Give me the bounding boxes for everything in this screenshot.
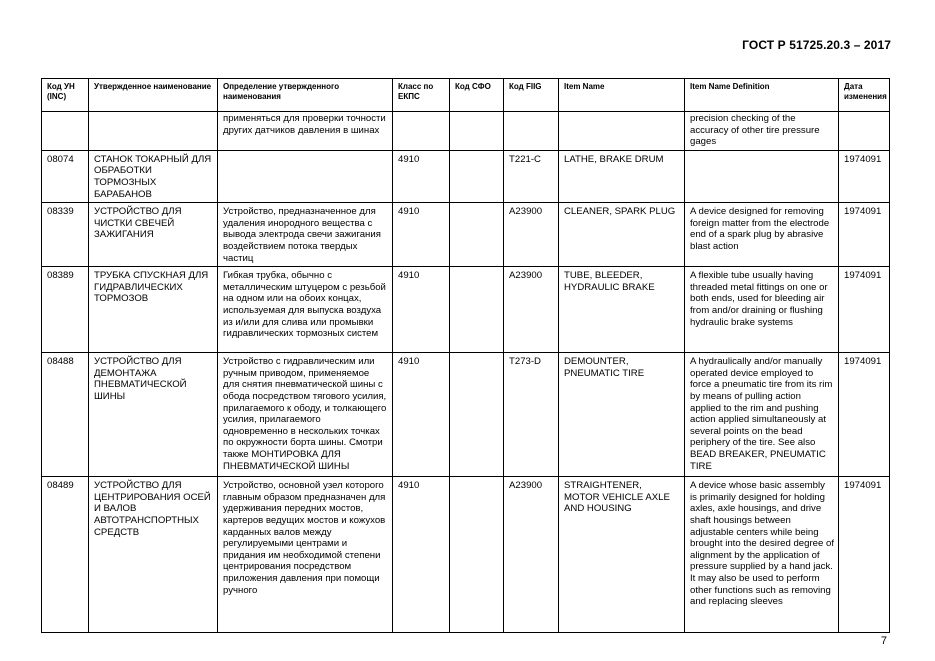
cell-fiig: T273-D [504, 353, 559, 477]
cell-item-definition: A hydraulically and/or manually operated device employed to force a pneumatic tire from its rim by means of pulling action applied to the rim and pushing action applied simultaneously at several points on the bead periphery of the tire. See also BEAD BREAKER, PNEUMATIC TIRE [685, 353, 839, 477]
cell-sfo [450, 267, 504, 353]
table-row [42, 267, 890, 353]
cell-fiig: A23900 [504, 267, 559, 353]
cell-name-ru: ТРУБКА СПУСКНАЯ ДЛЯ ГИДРАВЛИЧЕСКИХ ТОРМОЗОВ [89, 267, 218, 353]
cell-definition-ru: применяться для проверки точности других датчиков давления в шинах [218, 112, 393, 151]
cell-sfo [450, 150, 504, 202]
catalog-table [41, 78, 890, 633]
cell-date: 1974091 [839, 477, 890, 633]
page-number: 7 [880, 635, 887, 647]
cell-name-ru: УСТРОЙСТВО ДЛЯ ЦЕНТРИРОВАНИЯ ОСЕЙ И ВАЛОВ АВТОТРАНСПОРТНЫХ СРЕДСТВ [89, 477, 218, 633]
cell-item-definition: A device designed for removing foreign matter from the electrode end of a spark plug by abrasive blast action [685, 203, 839, 267]
table-row [42, 353, 890, 477]
cell-item-name: STRAIGHTENER, MOTOR VEHICLE AXLE AND HOUSING [559, 477, 685, 633]
cell-ekps: 4910 [393, 150, 450, 202]
cell-inc: 08489 [42, 477, 89, 633]
cell-inc: 08488 [42, 353, 89, 477]
cell-item-name [559, 112, 685, 151]
cell-item-definition: precision checking of the accuracy of other tire pressure gages [685, 112, 839, 151]
cell-ekps: 4910 [393, 203, 450, 267]
col-header-item-definition: Item Name Definition [685, 79, 839, 112]
cell-fiig: T221-C [504, 150, 559, 202]
col-header-item-name: Item Name [559, 79, 685, 112]
cell-date: 1974091 [839, 150, 890, 202]
cell-sfo [450, 203, 504, 267]
table-row-continuation [42, 112, 890, 151]
cell-ekps: 4910 [393, 477, 450, 633]
cell-definition-ru: Устройство с гидравлическим или ручным приводом, применяемое для снятия пневматической шины с обода посредством тягового усилия, прилагаемого к ободу, и толкающего усилия, прилагаемого одновременно в нескольких точках по окружности борта шины. Смотри также МОНТИРОВКА ДЛЯ ПНЕВМАТИЧЕСКОЙ ШИНЫ [218, 353, 393, 477]
table-row [42, 477, 890, 633]
col-header-name-ru: Утвержденное наименование [89, 79, 218, 112]
cell-item-name: CLEANER, SPARK PLUG [559, 203, 685, 267]
cell-fiig: A23900 [504, 203, 559, 267]
cell-date: 1974091 [839, 267, 890, 353]
table-header-row [42, 79, 890, 112]
cell-sfo [450, 112, 504, 151]
col-header-fiig: Код FIIG [504, 79, 559, 112]
cell-date [839, 112, 890, 151]
cell-name-ru: УСТРОЙСТВО ДЛЯ ЧИСТКИ СВЕЧЕЙ ЗАЖИГАНИЯ [89, 203, 218, 267]
cell-sfo [450, 353, 504, 477]
cell-date: 1974091 [839, 203, 890, 267]
col-header-inc: Код УН (INC) [42, 79, 89, 112]
cell-ekps [393, 112, 450, 151]
cell-item-definition [685, 150, 839, 202]
cell-definition-ru: Устройство, предназначенное для удаления инородного вещества с вывода электрода свечи зажигания воздействием потока твердых частиц [218, 203, 393, 267]
cell-inc: 08074 [42, 150, 89, 202]
cell-sfo [450, 477, 504, 633]
col-header-definition-ru: Определение утвержденного наименования [218, 79, 393, 112]
cell-name-ru: УСТРОЙСТВО ДЛЯ ДЕМОНТАЖА ПНЕВМАТИЧЕСКОЙ ШИНЫ [89, 353, 218, 477]
document-header: ГОСТ Р 51725.20.3 – 2017 [742, 38, 891, 52]
table-row [42, 203, 890, 267]
cell-name-ru: СТАНОК ТОКАРНЫЙ ДЛЯ ОБРАБОТКИ ТОРМОЗНЫХ БАРАБАНОВ [89, 150, 218, 202]
col-header-sfo: Код СФО [450, 79, 504, 112]
cell-definition-ru [218, 150, 393, 202]
cell-ekps: 4910 [393, 267, 450, 353]
cell-item-definition: A device whose basic assembly is primarily designed for holding axles, axle housings, and drive shaft housings between adjustable centers while being brought into the desired degree of alignment by the application of pressure supplied by a hand jack. It may also be used to perform other functions such as removing and replacing sleeves [685, 477, 839, 633]
col-header-date: Дата изменения [839, 79, 890, 112]
cell-inc: 08389 [42, 267, 89, 353]
col-header-ekps: Класс по ЕКПС [393, 79, 450, 112]
cell-definition-ru: Гибкая трубка, обычно с металлическим штуцером с резьбой на одном или на обоих концах, используемая для выпуска воздуха из и/или для слива или промывки гидравлических тормозных систем [218, 267, 393, 353]
cell-inc: 08339 [42, 203, 89, 267]
cell-item-name: DEMOUNTER, PNEUMATIC TIRE [559, 353, 685, 477]
cell-item-name: LATHE, BRAKE DRUM [559, 150, 685, 202]
cell-inc [42, 112, 89, 151]
cell-date: 1974091 [839, 353, 890, 477]
cell-fiig: A23900 [504, 477, 559, 633]
cell-item-name: TUBE, BLEEDER, HYDRAULIC BRAKE [559, 267, 685, 353]
cell-item-definition: A flexible tube usually having threaded metal fittings on one or both ends, used for bleeding air from and/or draining or flushing hydraulic brake systems [685, 267, 839, 353]
cell-fiig [504, 112, 559, 151]
cell-ekps: 4910 [393, 353, 450, 477]
cell-definition-ru: Устройство, основной узел которого главным образом предназначен для удерживания передних мостов, картеров ведущих мостов и кожухов карданных валов между регулируемыми центрами и придания им необходимой степени центрирования посредством приложения давления при помощи ручного [218, 477, 393, 633]
cell-name-ru [89, 112, 218, 151]
table-row [42, 150, 890, 202]
